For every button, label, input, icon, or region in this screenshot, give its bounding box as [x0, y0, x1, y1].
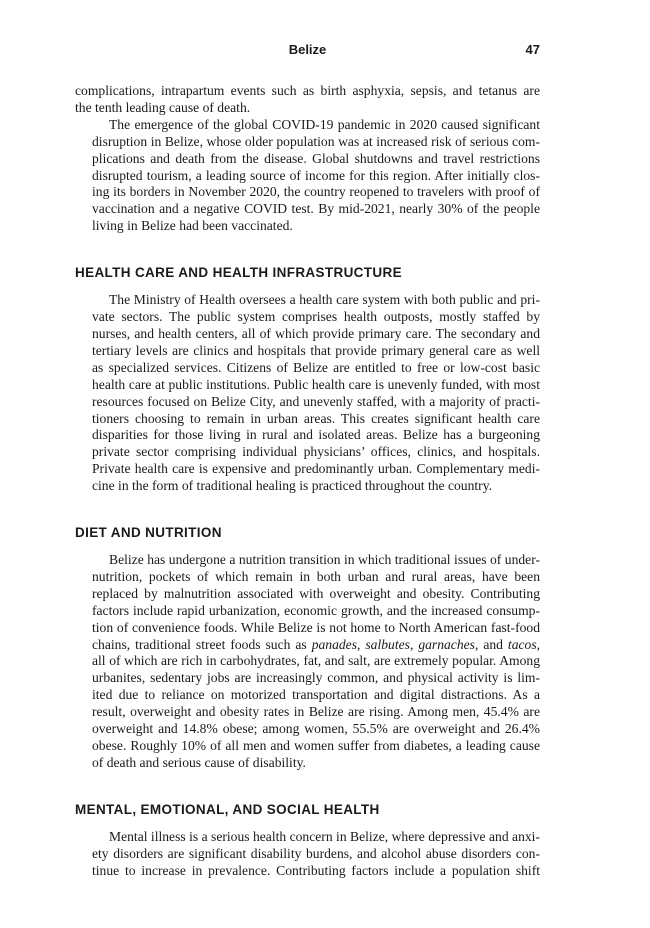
- text-line: all of which are rich in carbohydrates, fat, and salt, are extremely popular. Among: [92, 653, 540, 669]
- paragraph-covid: [75, 117, 540, 235]
- section-heading-diet: DIET AND NUTRITION: [75, 525, 222, 541]
- text-line: living in Belize had been vaccinated.: [92, 218, 293, 234]
- text-line: overweight and 14.8% obese; among women, 55.5% are overweight and 26.4%: [92, 721, 540, 737]
- paragraph-continued: [75, 83, 540, 117]
- text-run: ,: [536, 636, 541, 652]
- text-line: disparities for those living in rural and isolated areas. Belize has a burgeoning: [92, 427, 540, 443]
- text-line: health care at public institutions. Public health care is unevenly funded, with most: [92, 376, 540, 392]
- text-run: , and: [474, 636, 508, 652]
- text-run: ,: [357, 636, 366, 652]
- text-line: result, overweight and obesity rates in Belize are rising. Among men, 45.4% are: [92, 704, 540, 720]
- paragraph-diet: [75, 552, 540, 772]
- text-line: ited due to reliance on motorized transportation and digital distractions. As a: [92, 687, 540, 703]
- text-line: as specialized services. Citizens of Belize are entitled to free or low-cost basic: [92, 359, 540, 375]
- text-line: resources focused on Belize City, and unevenly staffed, with a majority of practi-: [92, 393, 540, 409]
- italic-term: salbutes: [365, 636, 410, 652]
- text-line: factors include rapid urbanization, economic growth, and the increased consump-: [92, 602, 540, 618]
- text-run: ,: [409, 636, 419, 652]
- text-line: private sector comprising individual physicians’ offices, clinics, and hospitals.: [92, 444, 540, 460]
- text-line: Mental illness is a serious health concern in Belize, where depressive and anxi-: [109, 828, 540, 844]
- text-line: The Ministry of Health oversees a health care system with both public and pri-: [109, 292, 540, 308]
- italic-term: tacos: [507, 636, 537, 652]
- text-line: vaccination and a negative COVID test. By mid-2021, nearly 30% of the people: [92, 201, 540, 217]
- text-line: Private health care is expensive and predominantly urban. Complementary medi-: [92, 461, 540, 477]
- text-line: disrupted tourism, a leading source of income for this region. After initially clos-: [92, 167, 540, 183]
- section-heading-health-care: HEALTH CARE AND HEALTH INFRASTRUCTURE: [75, 265, 402, 281]
- running-head-title: Belize: [288, 42, 327, 57]
- text-line: nutrition, pockets of which remain in both urban and rural areas, have been: [92, 568, 540, 584]
- text-line: nurses, and health centers, all of which provide primary care. The secondary and: [92, 325, 540, 341]
- text-line: tion of convenience foods. While Belize is not home to North American fast-food: [92, 619, 540, 635]
- text-line: cine in the form of traditional healing is practiced throughout the country.: [92, 478, 493, 494]
- text-line: tinue to increase in prevalence. Contributing factors include a population shift: [92, 862, 540, 878]
- text-line: the tenth leading cause of death.: [75, 99, 251, 115]
- text-line: urbanites, sedentary jobs are increasingly common, and physical activity is lim-: [92, 670, 540, 686]
- body-text: [75, 83, 540, 880]
- text-line: tertiary levels are clinics and hospitals that provide primary general care as well: [92, 342, 540, 358]
- section-heading-mental-health: MENTAL, EMOTIONAL, AND SOCIAL HEALTH: [75, 801, 380, 817]
- text-line: of death and serious cause of disability.: [92, 754, 306, 770]
- italic-term: panades: [311, 636, 357, 652]
- text-line: Belize has undergone a nutrition transition in which traditional issues of under-: [109, 552, 540, 568]
- text-line: complications, intrapartum events such as birth asphyxia, sepsis, and tetanus are: [75, 83, 540, 98]
- text-line: ing its borders in November 2020, the country reopened to travelers with proof of: [92, 184, 540, 200]
- text-line: tioners choosing to remain in urban areas. This creates significant health care: [92, 410, 540, 426]
- text-line: vate sectors. The public system comprises health outposts, mostly staffed by: [92, 309, 540, 325]
- text-run: chains, traditional street foods such as: [92, 636, 312, 652]
- text-line: ety disorders are significant disability burdens, and alcohol abuse disorders con-: [92, 845, 540, 861]
- text-line: replaced by malnutrition associated with overweight and obesity. Contributing: [92, 585, 540, 601]
- text-line: plications and death from the disease. Global shutdowns and travel restrictions: [92, 150, 540, 166]
- italic-term: garnaches: [418, 636, 475, 652]
- page-number: 47: [525, 42, 540, 57]
- running-head: [75, 42, 540, 60]
- text-line-with-italics: [75, 637, 540, 654]
- text-line: obese. Roughly 10% of all men and women suffer from diabetes, a leading cause: [92, 738, 540, 753]
- text-line: disruption in Belize, whose older population was at increased risk of serious com-: [92, 133, 540, 149]
- paragraph-mental-health: [75, 829, 540, 880]
- paragraph-health-care: [75, 292, 540, 495]
- text-line: The emergence of the global COVID-19 pandemic in 2020 caused significant: [109, 116, 540, 132]
